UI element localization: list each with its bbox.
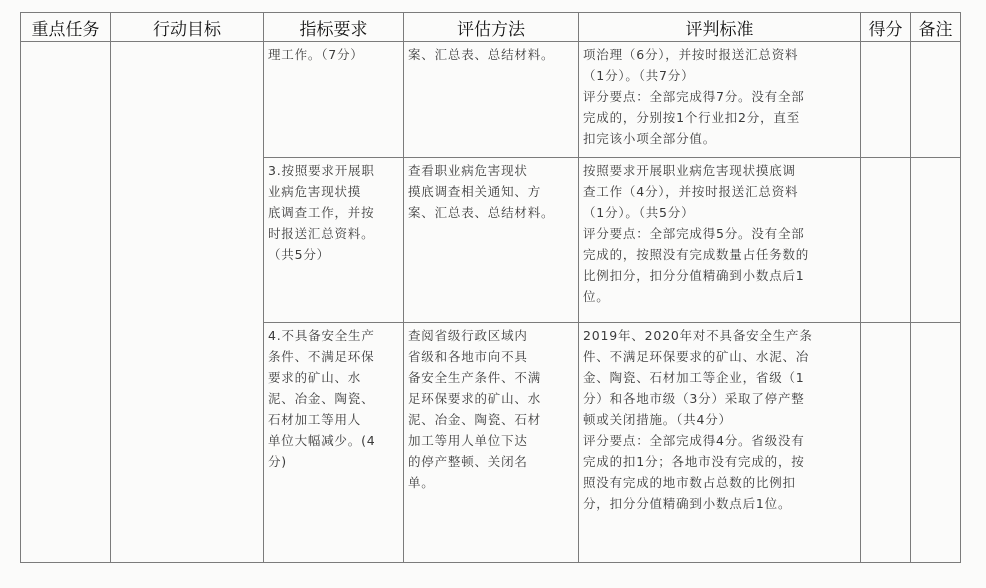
header-task: 重点任务 <box>21 13 111 42</box>
score-cell <box>861 323 911 563</box>
method-cell <box>404 323 579 563</box>
task-cell <box>21 42 111 563</box>
standard-cell <box>579 158 861 323</box>
scoring-points-text: 评分要点：全部完成得4分。省级没有 完成的扣1分；各地市没有完成的，按 照没有完成的地市数占总数的比例扣 分，扣分分值精确到小数点后1位。 <box>583 433 805 511</box>
standard-text: 项治理（6分），并按时报送汇总资料 （1分）。（共7分） <box>583 47 799 83</box>
goal-cell <box>111 42 264 563</box>
header-requirement: 指标要求 <box>264 13 404 42</box>
requirement-text: 4.不具备安全生产 条件、不满足环保 要求的矿山、水 泥、冶金、陶瓷、 石材加工等用人 单位大幅减少。(4 分) <box>268 328 376 469</box>
scoring-points-text: 评分要点：全部完成得7分。没有全部 完成的，分别按1个行业扣2分，直至 扣完该小项全部分值。 <box>583 89 805 146</box>
method-cell <box>404 42 579 158</box>
requirement-cell <box>264 323 404 563</box>
header-method: 评估方法 <box>404 13 579 42</box>
requirement-cell <box>264 42 404 158</box>
header-row <box>21 13 961 42</box>
standard-text: 2019年、2020年对不具备安全生产条 件、不满足环保要求的矿山、水泥、冶 金、陶瓷、石材加工等企业，省级（1 分）和各地市级（3分）采取了停产整 顿或关闭措施。（共4分） <box>583 328 813 427</box>
header-score: 得分 <box>861 13 911 42</box>
scoring-points-text: 评分要点：全部完成得5分。没有全部 完成的，按照没有完成数量占任务数的 比例扣分，扣分分值精确到小数点后1 位。 <box>583 226 810 304</box>
header-standard: 评判标准 <box>579 13 861 42</box>
header-note: 备注 <box>911 13 961 42</box>
method-text: 案、汇总表、总结材料。 <box>408 47 555 62</box>
requirement-cell <box>264 158 404 323</box>
score-cell <box>861 158 911 323</box>
method-text: 查阅省级行政区域内 省级和各地市向不具 备安全生产条件、不满 足环保要求的矿山、水 泥、冶金、陶瓷、石材 加工等用人单位下达 的停产整顿、关闭名 单。 <box>408 328 542 490</box>
method-cell <box>404 158 579 323</box>
standard-text: 按照要求开展职业病危害现状摸底调 查工作（4分），并按时报送汇总资料 （1分）。（共5分） <box>583 163 799 220</box>
requirement-text: 3.按照要求开展职 业病危害现状摸 底调查工作，并按 时报送汇总资料。 （共5分） <box>268 163 375 262</box>
note-cell <box>911 42 961 158</box>
note-cell <box>911 158 961 323</box>
requirement-text: 理工作。（7分） <box>268 47 364 62</box>
method-text: 查看职业病危害现状 摸底调查相关通知、方 案、汇总表、总结材料。 <box>408 163 555 220</box>
note-cell <box>911 323 961 563</box>
assessment-table <box>20 12 961 563</box>
header-goal: 行动目标 <box>111 13 264 42</box>
standard-cell <box>579 42 861 158</box>
score-cell <box>861 42 911 158</box>
table-row <box>21 42 961 158</box>
standard-cell <box>579 323 861 563</box>
